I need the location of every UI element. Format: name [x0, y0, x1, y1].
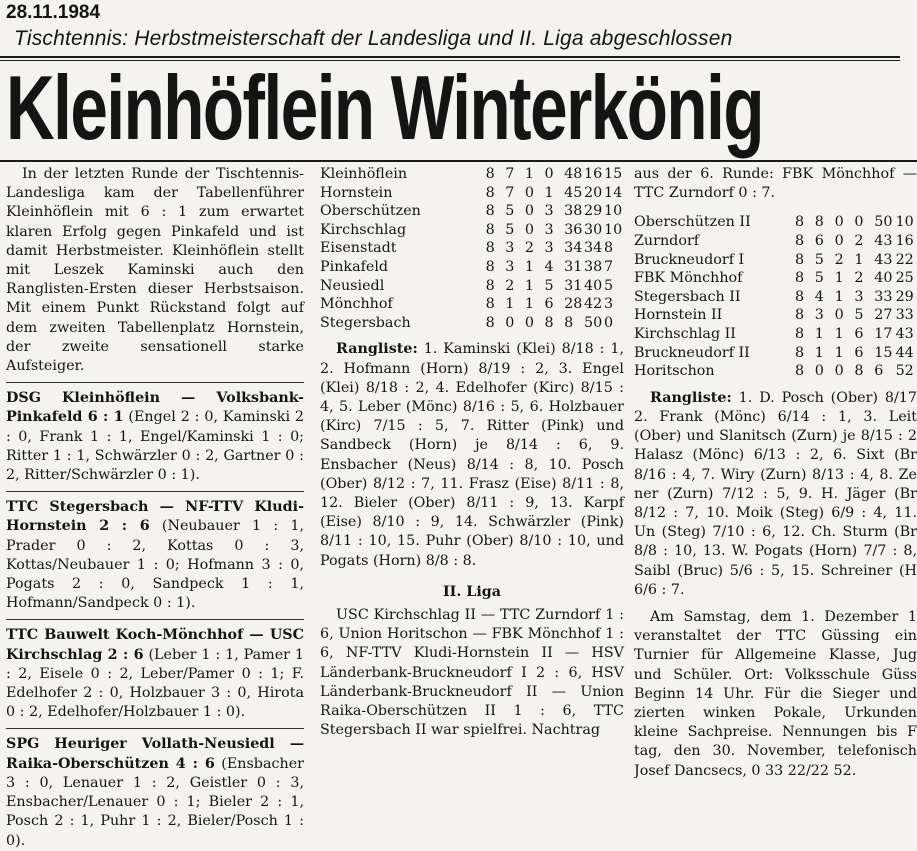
table-row — [634, 362, 917, 381]
table-row — [634, 325, 917, 344]
table-cell: 3 — [505, 240, 515, 257]
table-cell: 1 — [524, 277, 534, 294]
table-cell: 1 — [834, 325, 844, 342]
table-cell: 8 — [485, 221, 495, 238]
team-name: FBK Mönchhof — [634, 270, 743, 287]
table-cell: 3 — [505, 258, 515, 275]
table-cell: 10 — [603, 221, 623, 238]
table-cell: 3 — [603, 296, 614, 313]
match-report — [6, 389, 304, 485]
table-row — [634, 232, 917, 251]
table-cell: 6 — [814, 233, 824, 249]
table-cell: 8 — [485, 277, 495, 294]
table-cell: 1 — [834, 270, 844, 287]
rangliste-paragraph — [320, 340, 624, 570]
table-cell: 34 — [564, 240, 583, 257]
table-cell: 31 — [564, 277, 583, 294]
liga2-table — [634, 213, 917, 380]
table-cell: 1 — [854, 251, 864, 268]
table-cell: 5 — [603, 277, 614, 294]
column-3 — [634, 165, 917, 781]
rangliste-text: 1. D. Posch (Ober) 8/17 2. Frank (Mönc) 6/14 : 1, 3. Leit (Ober) und Slanitsch (Zurn) je 8/15 : 2 Halasz (Mönc) 6/13 : 2, 6. Sixt (Br 8/16 : 4, 7. Wiry (Zurn) 8/13 : 4, 8. Ze ner (Zurn) 7/12 : 5, 9. H. Jäger (Br 8/12 : 7, 10. Moik (Steg) 6/9 : 4, 11. Un (Steg) 7/10 : 6, 12. Ch. Sturm (Br 8/8 : 10, 13. W. Pogats (Horn) 7/7 : 8, Saibl (Bruc) 5/6 : 5, 15. Schreiner (H 6/6 : 7. — [634, 389, 917, 598]
table-cell: 0 — [524, 203, 534, 220]
headline: Kleinhöflein Winterkönig — [6, 58, 763, 159]
table-cell: 43 — [874, 251, 893, 268]
table-cell: 30 — [584, 221, 603, 238]
table-cell: 43 — [895, 325, 914, 342]
table-cell: 0 — [603, 314, 614, 331]
table-cell: 22 — [895, 251, 914, 268]
table-row — [634, 269, 917, 288]
team-name: Kleinhöflein — [320, 166, 408, 182]
table-cell: 8 — [794, 307, 805, 324]
match-details: (Leber 1 : 1, Pamer 1 : 2, Eisele 0 : 2, Leber/Pamer 0 : 1; F. Edelhofer 2 : 0, Holzbauer 3 : 0, Hirota 0 : 2, Edelhofer/Holzbauer 1 : 0). — [6, 646, 305, 721]
table-cell: 3 — [854, 288, 864, 305]
rangliste-label: Rangliste: — [650, 389, 732, 406]
liga2-paragraph: USC Kirchschlag II — TTC Zurndorf 1 : 6, Union Horitschon — FBK Mönchhof 1 : 6, NF-TTV Kludi-Hornstein II — HSV Länderbank-Bruckneudorf I 2 : 6, HSV Länderbank-Bruckneudorf II — Union Raika-Oberschützen II 1 : 6, TTC Stegersbach II war spielfrei. Nachtrag — [320, 606, 624, 739]
table-row — [320, 277, 624, 296]
table-cell: 0 — [524, 314, 534, 331]
table-cell: 2 — [524, 240, 534, 257]
table-row — [634, 306, 917, 325]
table-cell: 50 — [584, 314, 603, 331]
table-cell: 2 — [854, 270, 864, 287]
rangliste-text: 1. Kaminski (Klei) 8/18 : 1, 2. Hofmann (Horn) 8/19 : 2, 3. Engel (Klei) 8/18 : 2, 4. Edelhofer (Kirc) 8/15 : 4, 5. Leber (Mönc) 8/16 : 5, 6. Holzbauer (Kirc) 7/15 : 5, 7. Ritter (Pink) und Sandbeck (Horn) je 8/14 : 6, 9. Ensbacher (Neus) 8/14 : 8, 10. Posch (Ober) 8/12 : 7, 11. Frasz (Eise) 8/11 : 8, 12. Bieler (Ober) 8/11 : 9, 13. Karpf (Eise) 8/10 : 9, 14. Schwärzler (Pink) 8/11 : 10, 15. Puhr (Ober) 8/10 : 10, und Pogats (Horn) 8/8 : 8. — [320, 341, 625, 569]
team-name: Eisenstadt — [320, 240, 397, 257]
table-row — [634, 213, 917, 232]
table-cell: 17 — [874, 325, 893, 342]
table-cell: 0 — [834, 363, 844, 380]
table-cell: 8 — [485, 296, 495, 313]
table-cell: 45 — [564, 184, 583, 201]
team-name: Zurndorf — [634, 233, 700, 249]
table-cell: 6 — [854, 344, 864, 361]
team-name: Bruckneudorf I — [634, 251, 745, 268]
table-row — [320, 165, 624, 184]
table-cell: 0 — [834, 233, 844, 249]
table-cell: 3 — [544, 203, 554, 220]
match-title: SPG Heuriger Vollath-Neusiedl — Raika-Oberschützen 4 : 6 — [6, 736, 304, 772]
table-cell: 6 — [854, 325, 864, 342]
team-name: Horitschon — [634, 363, 715, 380]
match-report — [6, 498, 304, 613]
table-row — [320, 295, 624, 314]
table-cell: 7 — [505, 184, 515, 201]
column-1 — [6, 165, 304, 851]
date-stamp: 28.11.1984 — [6, 2, 101, 23]
divider — [6, 382, 304, 383]
table-row — [320, 202, 624, 221]
table-cell: 1 — [834, 288, 844, 305]
landesliga-table — [320, 165, 624, 332]
table-cell: 42 — [584, 296, 603, 313]
table-cell: 8 — [485, 166, 495, 182]
table-cell: 1 — [524, 166, 534, 182]
table-cell: 3 — [544, 221, 554, 238]
table-cell: 8 — [794, 344, 805, 361]
table-row — [634, 288, 917, 307]
table-cell: 36 — [564, 221, 583, 238]
table-cell: 16 — [584, 166, 603, 182]
match-report — [6, 626, 304, 722]
table-cell: 5 — [505, 203, 515, 220]
rangliste-label: Rangliste: — [336, 341, 418, 358]
team-name: Stegersbach — [320, 314, 411, 331]
table-cell: 0 — [524, 184, 534, 201]
table-cell: 2 — [505, 277, 515, 294]
table-cell: 2 — [834, 251, 844, 268]
team-name: Pinkafeld — [320, 258, 389, 275]
table-cell: 8 — [854, 363, 864, 380]
table-cell: 5 — [854, 307, 864, 324]
table-cell: 0 — [854, 214, 864, 231]
table-cell: 50 — [874, 214, 893, 231]
divider — [6, 728, 304, 729]
table-cell: 16 — [895, 233, 914, 249]
table-cell: 38 — [584, 258, 603, 275]
table-cell: 44 — [895, 344, 914, 361]
team-name: Mönchhof — [320, 296, 393, 313]
column-2 — [320, 165, 624, 740]
table-cell: 0 — [834, 214, 844, 231]
divider — [0, 160, 917, 162]
table-cell: 5 — [814, 270, 824, 287]
table-row — [634, 344, 917, 363]
kicker-line: Tischtennis: Herbstmeisterschaft der Landesliga und II. Liga abgeschlossen — [14, 27, 733, 50]
table-cell: 34 — [584, 240, 603, 257]
table-cell: 25 — [895, 270, 914, 287]
table-cell: 52 — [895, 363, 914, 380]
table-cell: 8 — [794, 363, 805, 380]
table-row — [320, 184, 624, 203]
table-cell: 8 — [794, 251, 805, 268]
table-cell: 0 — [544, 166, 554, 182]
table-cell: 8 — [794, 270, 805, 287]
table-cell: 1 — [814, 325, 824, 342]
table-cell: 29 — [895, 288, 914, 305]
divider — [6, 619, 304, 620]
table-cell: 1 — [544, 184, 554, 201]
team-name: Hornstein II — [634, 307, 723, 324]
table-cell: 8 — [603, 240, 614, 257]
match-title: TTC Bauwelt Koch-Mönchhof — USC Kirchschlag 2 : 6 — [6, 627, 304, 663]
match-details: (Neubauer 1 : 1, Prader 0 : 2, Kottas 0 : 3, Kottas/Neubauer 1 : 0; Hofmann 3 : 0, Pogats 2 : 0, Sandpeck 1 : 1, Hofmann/Sandpeck 0 : 1). — [6, 518, 304, 612]
match-title: DSG Kleinhöflein — Volksbank-Pinkafeld 6 : 1 — [6, 390, 304, 426]
table-cell: 33 — [874, 288, 893, 305]
table-cell: 48 — [564, 166, 583, 182]
table-cell: 0 — [814, 363, 824, 380]
nachtrag-paragraph: aus der 6. Runde: FBK Mönchhof — TTC Zurndorf 0 : 7. — [634, 166, 917, 202]
table-cell: 38 — [564, 203, 583, 220]
match-title: TTC Stegersbach — NF-TTV Kludi-Hornstein 2 : 6 — [6, 499, 304, 535]
table-cell: 0 — [524, 221, 534, 238]
table-cell: 4 — [814, 288, 824, 305]
table-cell: 1 — [524, 258, 534, 275]
table-cell: 8 — [794, 288, 805, 305]
table-cell: 8 — [485, 184, 495, 201]
table-cell: 7 — [505, 166, 515, 182]
notice-paragraph: Am Samstag, dem 1. Dezember 1 veranstaltet der TTC Güssing ein Turnier für Allgemeine Klasse, Jug und Schüler. Ort: Volksschule Güss Beginn 14 Uhr. Für die Sieger und zierten winken Pokale, Urkunden kleine Sachpreise. Nennungen bis F tag, den 30. November, telefonisch Josef Dancsecs, 0 33 22/22 52. — [634, 608, 917, 779]
table-cell: 2 — [854, 233, 864, 249]
table-cell: 8 — [485, 203, 495, 220]
intro-paragraph: In der letzten Runde der Tischtennis-Landesliga kam der Tabellenführer Kleinhöflein mit 6 : 1 zum erwartet klaren Erfolg gegen Pinkafeld und ist damit Herbstmeister. Kleinhöflein stellt mit Leszek Kaminski auch den Ranglisten-Ersten dieser Herbstsaison. Mit einem Punkt Rückstand folgt auf dem zweiten Tabellenplatz Hornstein, der zweite sensationell starke Aufsteiger. — [6, 166, 304, 375]
table-cell: 8 — [564, 314, 574, 331]
table-cell: 1 — [524, 296, 534, 313]
table-cell: 8 — [544, 314, 554, 331]
table-cell: 27 — [874, 307, 893, 324]
table-cell: 31 — [564, 258, 583, 275]
team-name: Kirchschlag II — [634, 325, 736, 342]
table-cell: 1 — [834, 344, 844, 361]
table-cell: 3 — [544, 240, 554, 257]
team-name: Neusiedl — [320, 277, 385, 294]
table-cell: 6 — [544, 296, 554, 313]
table-cell: 33 — [895, 307, 914, 324]
table-row — [320, 314, 624, 333]
table-row — [320, 239, 624, 258]
table-cell: 6 — [874, 363, 884, 380]
table-cell: 0 — [834, 307, 844, 324]
table-cell: 5 — [814, 251, 824, 268]
table-cell: 40 — [874, 270, 893, 287]
table-cell: 15 — [874, 344, 893, 361]
table-cell: 4 — [544, 258, 554, 275]
table-cell: 14 — [603, 184, 623, 201]
table-cell: 8 — [794, 233, 805, 249]
team-name: Kirchschlag — [320, 221, 407, 238]
table-cell: 8 — [485, 240, 495, 257]
team-name: Oberschützen II — [634, 214, 751, 231]
rangliste-paragraph — [634, 389, 917, 600]
team-name: Stegersbach II — [634, 288, 741, 305]
table-cell: 15 — [603, 166, 623, 182]
team-name: Bruckneudorf II — [634, 344, 750, 361]
table-cell: 20 — [584, 184, 603, 201]
table-row — [320, 221, 624, 240]
table-cell: 5 — [505, 221, 515, 238]
table-cell: 8 — [814, 214, 824, 231]
match-details: (Ensbacher 3 : 0, Lenauer 1 : 2, Geistler 0 : 3, Ensbacher/Lenauer 0 : 1; Bieler 2 : 1, Posch 2 : 1, Puhr 1 : 2, Bieler/Posch 1 : 0). — [6, 755, 304, 849]
match-details: (Engel 2 : 0, Kaminski 2 : 0, Frank 1 : 1, Engel/Kaminski 1 : 0; Ritter 1 : 1, Schwärzler 0 : 2, Gartner 0 : 2, Ritter/Schwärzler 0 : 1). — [6, 409, 304, 484]
table-cell: 8 — [485, 258, 495, 275]
table-row — [634, 251, 917, 270]
table-cell: 3 — [814, 307, 824, 324]
table-cell: 1 — [814, 344, 824, 361]
table-cell: 10 — [603, 203, 623, 220]
table-cell: 43 — [874, 233, 893, 249]
table-cell: 10 — [895, 214, 914, 231]
table-cell: 8 — [485, 314, 495, 331]
table-cell: 8 — [794, 214, 805, 231]
team-name: Oberschützen — [320, 203, 421, 220]
table-cell: 29 — [584, 203, 603, 220]
divider — [6, 491, 304, 492]
table-row — [320, 258, 624, 277]
table-cell: 0 — [505, 314, 515, 331]
table-cell: 7 — [603, 258, 614, 275]
table-cell: 5 — [544, 277, 554, 294]
table-cell: 28 — [564, 296, 583, 313]
table-cell: 1 — [505, 296, 515, 313]
section-heading: II. Liga — [442, 583, 502, 600]
table-cell: 8 — [794, 325, 805, 342]
team-name: Hornstein — [320, 184, 393, 201]
table-cell: 40 — [584, 277, 603, 294]
